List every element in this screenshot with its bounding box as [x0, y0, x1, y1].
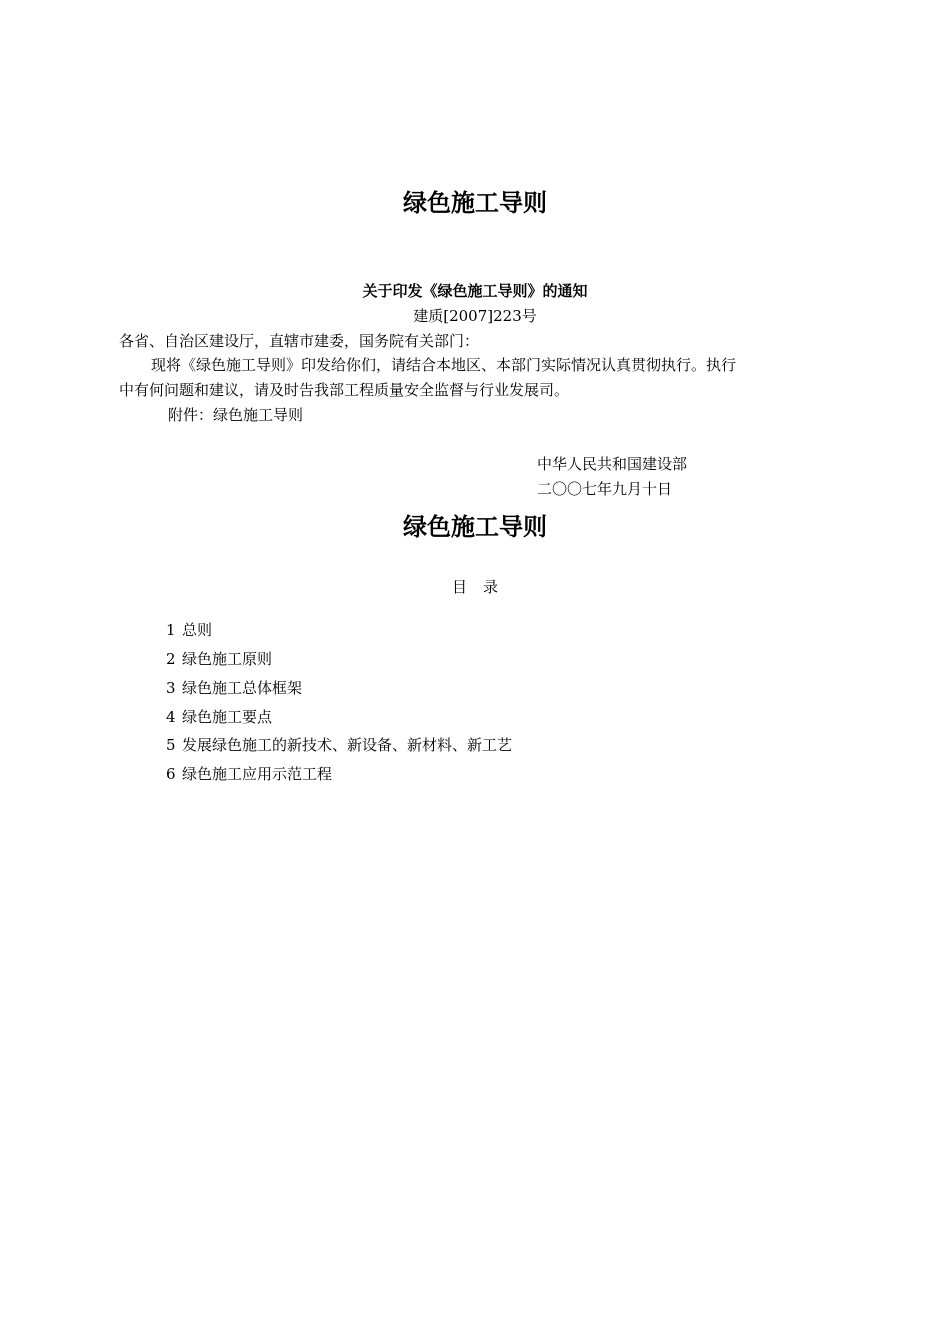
- toc-item-label: 发展绿色施工的新技术、新设备、新材料、新工艺: [182, 736, 513, 754]
- salutation: 各省、自治区建设厅，直辖市建委，国务院有关部门：: [119, 332, 480, 350]
- toc-item-label: 总则: [182, 621, 213, 639]
- toc-item-number: 4: [166, 708, 176, 726]
- toc-item-label: 绿色施工应用示范工程: [182, 765, 333, 783]
- toc-item: [166, 619, 212, 641]
- notice-title: 关于印发《绿色施工导则》的通知: [362, 282, 588, 300]
- document-number: 建质[2007]223号: [413, 307, 537, 325]
- toc-item-label: 绿色施工原则: [182, 650, 273, 668]
- attachment-line: 附件：绿色施工导则: [168, 406, 304, 424]
- document-title-second: 绿色施工导则: [403, 513, 547, 541]
- notice-body-line-1: 现将《绿色施工导则》印发给你们，请结合本地区、本部门实际情况认真贯彻执行。执行: [151, 356, 737, 374]
- issuer: 中华人民共和国建设部: [537, 455, 688, 473]
- toc-item: [166, 706, 272, 728]
- toc-item-label: 绿色施工总体框架: [182, 679, 303, 697]
- toc-item: [166, 734, 512, 756]
- issue-date: 二〇〇七年九月十日: [537, 480, 673, 498]
- toc-item: [166, 763, 332, 785]
- toc-item-number: 1: [166, 621, 176, 639]
- toc-item: [166, 677, 302, 699]
- toc-item-number: 2: [166, 650, 176, 668]
- toc-item-label: 绿色施工要点: [182, 708, 273, 726]
- toc-item: [166, 648, 272, 670]
- document-title: 绿色施工导则: [403, 189, 547, 217]
- toc-item-number: 5: [166, 736, 176, 754]
- toc-heading: 目录: [451, 578, 514, 596]
- toc-item-number: 3: [166, 679, 176, 697]
- notice-body-line-2: 中有何问题和建议，请及时告我部工程质量安全监督与行业发展司。: [119, 381, 570, 399]
- toc-item-number: 6: [166, 765, 176, 783]
